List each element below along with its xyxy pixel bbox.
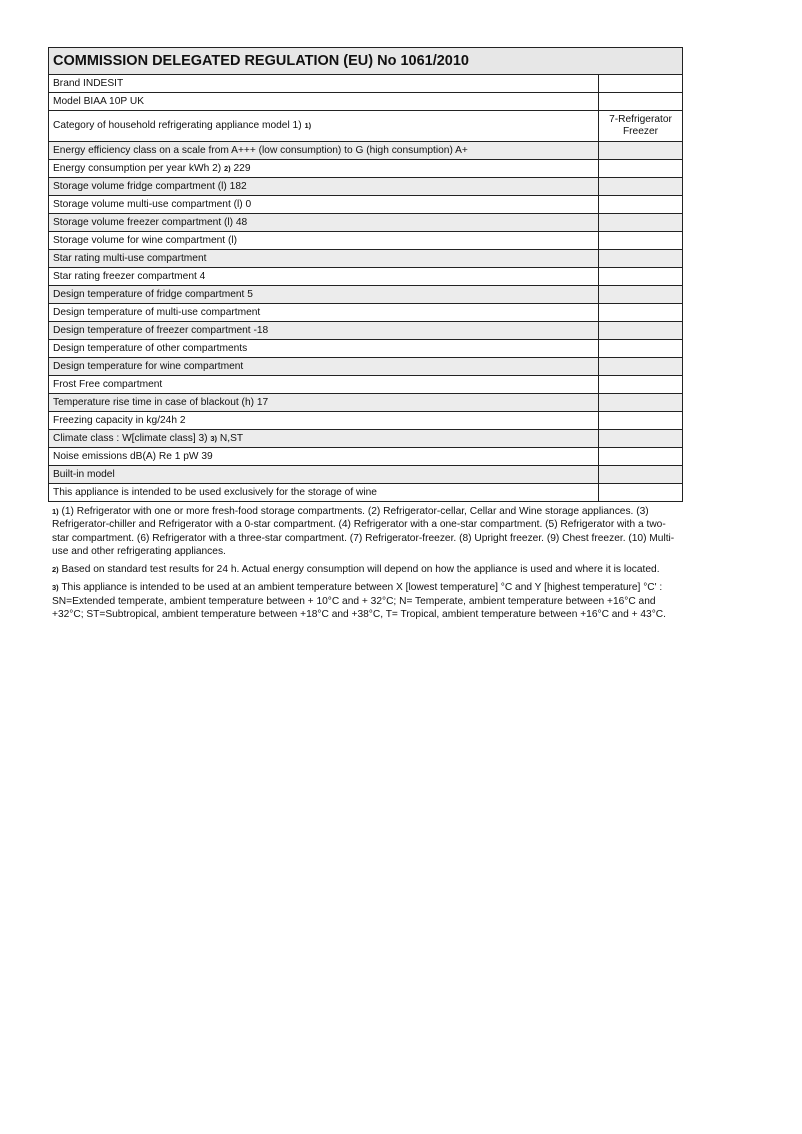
row-value-cell <box>599 340 683 358</box>
table-row <box>49 268 683 286</box>
table-row <box>49 484 683 502</box>
row-label <box>49 466 599 484</box>
row-value-cell <box>599 394 683 412</box>
table-row <box>49 178 683 196</box>
row-value-cell <box>599 322 683 340</box>
table-row <box>49 466 683 484</box>
footnote-text: (1) Refrigerator with one or more fresh-food storage compartments. (2) Refrigerator-cellar, Cellar and Wine storage appliances. (3) Refrigerator-chiller and Refrigerator with a 0-star compartment. (4) Refrigerator with a one-star compartment. (5) Refrigerator with a two-star compartment. (6) Refrigerator with a three-star compartment. (7) Refrigerator-freezer. (8) Upright freezer. (9) Chest freezer. (10) Multi-use and other refrigerating appliances. <box>52 506 675 557</box>
row-label-text: Design temperature of multi-use compartment <box>53 306 261 318</box>
row-value-cell <box>599 412 683 430</box>
row-label-text: Climate class : W[climate class] 3) <box>53 432 211 444</box>
row-value-cell <box>599 232 683 250</box>
row-label <box>49 196 599 214</box>
row-label-text: Brand INDESIT <box>53 77 124 89</box>
row-label-text: Storage volume freezer compartment (l) 48 <box>53 216 248 228</box>
footnote-marker: 1) <box>52 507 59 516</box>
row-value-cell <box>599 268 683 286</box>
row-label-text: Energy consumption per year kWh 2) <box>53 162 224 174</box>
footnote <box>52 581 679 621</box>
footnote-text: This appliance is intended to be used at an ambient temperature between X [lowest temperature] °C and Y [highest temperature] °C' : SN=Extended temperate, ambient temperature between + 10°C and + 32°C; N= Temperate, ambient temperature between +16°C and +32°C; ST=Subtropical, ambient temperature between +18°C and +38°C, T= Tropical, ambient temperature between +16°C and + 43°C. <box>52 582 666 621</box>
row-value-cell <box>599 178 683 196</box>
table-row <box>49 448 683 466</box>
table-row <box>49 142 683 160</box>
footnote <box>52 505 679 558</box>
row-label-text: Model BIAA 10P UK <box>53 95 144 107</box>
row-value-cell <box>599 358 683 376</box>
footnote-marker: 3) <box>52 583 59 593</box>
row-label-text: Star rating freezer compartment 4 <box>53 270 206 282</box>
row-label-text: Temperature rise time in case of blackout (h) 17 <box>53 396 269 408</box>
table-row <box>49 75 683 93</box>
row-value-cell <box>599 484 683 502</box>
row-label-text: Design temperature of other compartments <box>53 342 248 354</box>
table-row <box>49 160 683 178</box>
row-value-cell <box>599 430 683 448</box>
table-row <box>49 286 683 304</box>
table-row <box>49 250 683 268</box>
row-value-cell <box>599 93 683 111</box>
row-label <box>49 286 599 304</box>
row-label <box>49 111 599 142</box>
row-label-text: Design temperature of freezer compartment -18 <box>53 324 269 336</box>
row-label <box>49 448 599 466</box>
row-value-cell <box>599 286 683 304</box>
footnote-marker: 3) <box>210 433 218 443</box>
row-label <box>49 142 599 160</box>
row-label <box>49 358 599 376</box>
footnote-marker: 2) <box>52 565 59 575</box>
table-row <box>49 340 683 358</box>
row-label <box>49 160 599 178</box>
row-value-cell <box>599 304 683 322</box>
row-value-cell: 7-Refrigerator Freezer <box>599 111 683 142</box>
row-label <box>49 178 599 196</box>
row-label <box>49 304 599 322</box>
table-title-row <box>49 48 683 75</box>
table-row <box>49 93 683 111</box>
row-label <box>49 394 599 412</box>
table-row <box>49 430 683 448</box>
row-label-text: Built-in model <box>53 468 115 480</box>
row-value-text: N,ST <box>217 432 244 444</box>
row-value-cell <box>599 466 683 484</box>
row-label-text: Star rating multi-use compartment <box>53 252 207 264</box>
row-label <box>49 268 599 286</box>
row-label-text: Storage volume fridge compartment (l) 182 <box>53 180 247 192</box>
row-label <box>49 340 599 358</box>
row-value-cell <box>599 250 683 268</box>
row-label-text: This appliance is intended to be used exclusively for the storage of wine <box>53 486 377 498</box>
table-row <box>49 358 683 376</box>
row-label <box>49 484 599 502</box>
row-label-text: Frost Free compartment <box>53 378 163 390</box>
row-value-cell <box>599 214 683 232</box>
row-label-text: Storage volume for wine compartment (l) <box>53 234 238 246</box>
table-row <box>49 376 683 394</box>
table-row <box>49 304 683 322</box>
table-row <box>49 214 683 232</box>
footnote <box>52 563 679 576</box>
table-row <box>49 322 683 340</box>
row-label <box>49 250 599 268</box>
row-value-cell <box>599 196 683 214</box>
row-label <box>49 232 599 250</box>
table-row <box>49 412 683 430</box>
row-label-text: Freezing capacity in kg/24h 2 <box>53 414 186 426</box>
row-label <box>49 214 599 232</box>
row-label <box>49 412 599 430</box>
row-label <box>49 322 599 340</box>
regulation-sheet <box>48 47 683 626</box>
table-row <box>49 196 683 214</box>
row-value-cell <box>599 142 683 160</box>
footnote-marker: 2) <box>224 163 231 173</box>
regulation-title: COMMISSION DELEGATED REGULATION (EU) No 1061/2010 <box>49 48 683 75</box>
footnotes <box>48 505 683 621</box>
row-label-text: Design temperature for wine compartment <box>53 360 244 372</box>
row-label <box>49 376 599 394</box>
row-label-text: Energy efficiency class on a scale from A+++ (low consumption) to G (high consumption) A+ <box>53 144 468 156</box>
row-value-cell <box>599 448 683 466</box>
regulation-table <box>48 47 683 502</box>
row-label-text: Storage volume multi-use compartment (l) 0 <box>53 198 252 210</box>
table-row <box>49 394 683 412</box>
row-value-cell <box>599 160 683 178</box>
row-value-cell <box>599 376 683 394</box>
table-row <box>49 232 683 250</box>
row-label <box>49 93 599 111</box>
footnote-text: Based on standard test results for 24 h. Actual energy consumption will depend on how the appliance is used and where it is located. <box>58 564 660 576</box>
row-label <box>49 430 599 448</box>
row-value-text: 229 <box>230 162 251 174</box>
row-label-text: Category of household refrigerating appliance model 1) <box>53 120 305 131</box>
table-row <box>49 111 683 142</box>
row-label-text: Design temperature of fridge compartment 5 <box>53 288 253 300</box>
row-label <box>49 75 599 93</box>
row-label-text: Noise emissions dB(A) Re 1 pW 39 <box>53 450 213 462</box>
footnote-marker: 1) <box>304 121 312 130</box>
row-value-cell <box>599 75 683 93</box>
